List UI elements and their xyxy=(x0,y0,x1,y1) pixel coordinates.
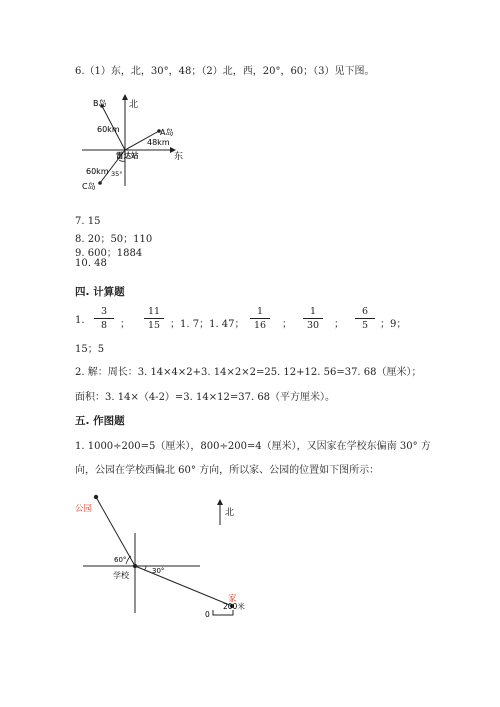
angle-arc xyxy=(119,160,125,161)
draw-q1-line1: 1. 1000÷200=5（厘米），800÷200=4（厘米），又因家在学校东偏南 30° 方 xyxy=(75,441,431,452)
angle-label: 35° xyxy=(111,170,123,178)
separator: ； xyxy=(120,319,130,330)
angle-30-label: 30° xyxy=(152,567,165,575)
line-to-home xyxy=(135,566,232,606)
calc-mid-values: ；1. 7；1. 47； xyxy=(170,319,245,330)
angle-60-label: 60° xyxy=(114,556,127,564)
park-label: 公园 xyxy=(75,504,93,514)
calc-q1-label: 1. xyxy=(75,315,85,326)
separator: ； xyxy=(282,319,292,330)
separator: ； xyxy=(334,319,344,330)
fraction-5: 6 5 xyxy=(355,306,375,331)
a-distance-label: 48km xyxy=(147,138,170,147)
b-island-label: B岛 xyxy=(93,99,107,108)
scale-zero-label: 0 xyxy=(205,610,210,619)
angle-arc-30 xyxy=(144,566,146,570)
answer-9: 9. 600；1884 xyxy=(75,248,143,259)
park-point xyxy=(94,495,98,499)
home-label: 家 xyxy=(228,594,237,604)
fraction-3: 1 16 xyxy=(250,306,270,331)
radar-station-diagram xyxy=(70,88,200,198)
q6-answer: 6.（1）东，北，30°，48；（2）北，西，20°，60；（3）见下图。 xyxy=(75,66,375,77)
north-label: 北 xyxy=(225,508,235,518)
fraction-2: 11 15 xyxy=(144,306,164,331)
draw-q1-line2: 向，公园在学校西偏北 60° 方向，所以家、公园的位置如下图所示： xyxy=(75,465,380,476)
c-island-label: C岛 xyxy=(82,182,96,191)
calc-q1-line2: 15；5 xyxy=(75,344,105,355)
north-label: 北 xyxy=(129,100,139,110)
c-distance-label: 60km xyxy=(86,167,109,176)
b-distance-label: 60km xyxy=(97,125,120,134)
calc-q2-line2: 面积：3. 14×（4-2）=3. 14×12=37. 68（平方厘米）。 xyxy=(75,392,336,403)
fraction-4: 1 30 xyxy=(303,306,323,331)
a-island-label: A岛 xyxy=(160,128,174,137)
answer-8: 8. 20；50；110 xyxy=(75,234,153,245)
calc-q2-line1: 2. 解：周长：3. 14×4×2+3. 14×2×2=25. 12+12. 56=37. 68（厘米）； xyxy=(75,367,422,378)
center-label: 雷达站 xyxy=(116,151,139,160)
answer-10: 10. 48 xyxy=(75,258,107,269)
fraction-1: 3 8 xyxy=(94,306,114,331)
calc-tail-values: ；9； xyxy=(380,319,407,330)
school-label: 学校 xyxy=(113,571,129,580)
school-map-diagram xyxy=(70,488,270,633)
answer-7: 7. 15 xyxy=(75,216,101,227)
section5-heading: 五. 作图题 xyxy=(75,415,125,427)
section4-heading: 四. 计算题 xyxy=(75,286,125,298)
scale-label: 200米 xyxy=(223,602,245,611)
east-label: 东 xyxy=(174,152,184,162)
school-point xyxy=(133,564,137,568)
